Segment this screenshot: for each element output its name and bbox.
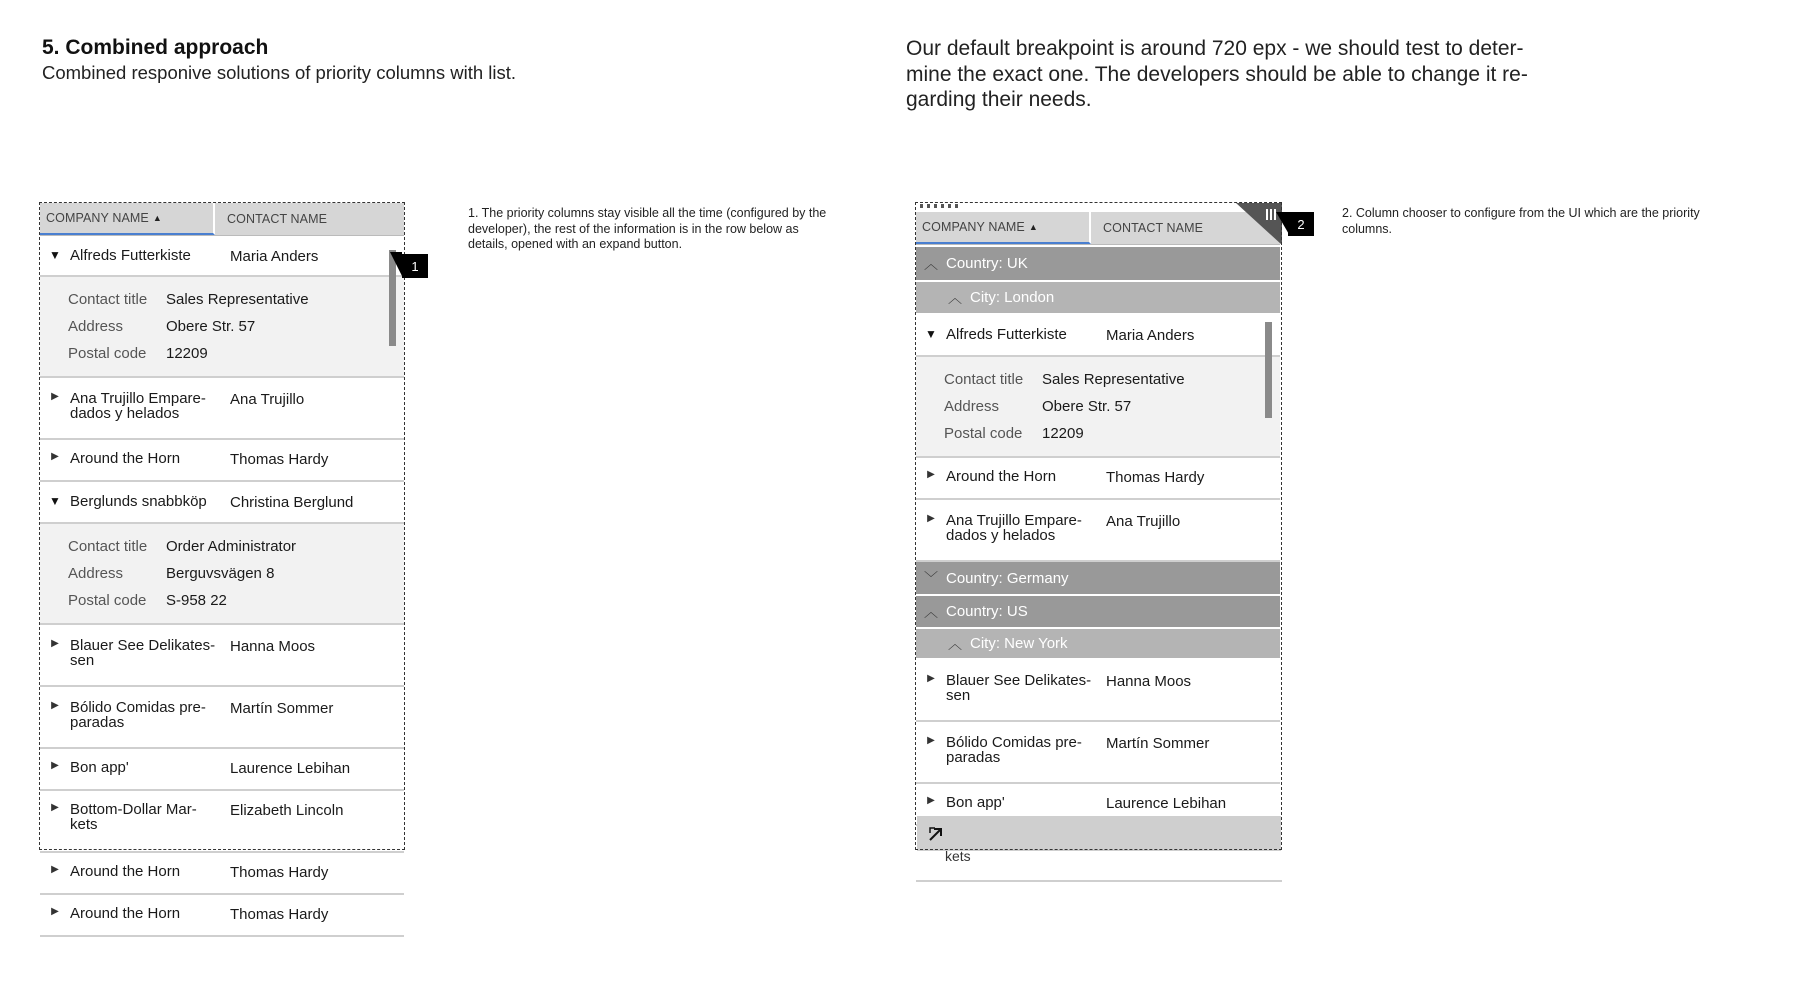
contact-name-cell: Martín Sommer <box>230 700 334 717</box>
column-header-contact-name[interactable] <box>215 203 404 235</box>
detail-value-contact-title: Order Administrator <box>166 538 297 555</box>
detail-label-postal-code: Postal code <box>68 592 147 609</box>
contact-name-cell: Laurence Lebihan <box>230 760 351 777</box>
contact-name-cell: Thomas Hardy <box>230 451 329 468</box>
table-row[interactable] <box>40 687 404 749</box>
detail-value-address: Obere Str. 57 <box>166 318 256 335</box>
detail-value-postal-code: 12209 <box>1042 425 1084 442</box>
company-name-cell <box>70 638 230 668</box>
company-name-line-1: Ana Trujillo Empare- <box>946 512 1082 529</box>
triangle-right-icon[interactable]: ▶ <box>927 735 935 746</box>
group-row-city-london[interactable] <box>916 282 1280 313</box>
group-row-city-new-york[interactable] <box>916 629 1280 658</box>
left-grid-header <box>40 203 404 236</box>
section-title: 5. Combined approach <box>42 36 269 59</box>
company-name-line-2: paradas <box>70 714 125 731</box>
detail-value-postal-code: S-958 22 <box>166 592 227 609</box>
row-details <box>916 357 1280 458</box>
contact-name-cell: Christina Berglund <box>230 494 354 511</box>
breakpoint-line-1: Our default breakpoint is around 720 epx - we should test to deter- <box>906 37 1524 60</box>
company-name-line-1: Bottom-Dollar Mar- <box>70 801 197 818</box>
callout-badge-2: 2 <box>1288 212 1314 236</box>
note1-line-3: details, opened with an expand button. <box>468 237 683 251</box>
detail-label-address: Address <box>68 318 124 335</box>
callout-badge-1: 1 <box>402 254 428 278</box>
breakpoint-description <box>906 36 1546 113</box>
company-name-line-2: sen <box>70 652 95 669</box>
company-name-cell <box>946 513 1106 543</box>
company-name-cell: Around the Horn <box>70 863 181 880</box>
chevron-up-icon[interactable]: ︿ <box>924 255 938 272</box>
contact-name-cell: Thomas Hardy <box>230 906 329 923</box>
note-priority-columns <box>468 206 868 253</box>
company-name-cell: Bon app' <box>946 794 1005 811</box>
company-name-cell: Alfreds Futterkiste <box>70 247 191 264</box>
company-name-line-2: dados y helados <box>946 527 1056 544</box>
note1-line-1: 1. The priority columns stay visible all the time (configured by the <box>468 206 827 220</box>
triangle-right-icon[interactable]: ▶ <box>51 700 59 711</box>
detail-value-contact-title: Sales Representative <box>1042 371 1185 388</box>
company-name-line-1: Bólido Comidas pre- <box>946 734 1082 751</box>
drag-handle-dots <box>920 204 960 208</box>
breakpoint-line-3: garding their needs. <box>906 88 1092 111</box>
detail-value-postal-code: 12209 <box>166 345 208 362</box>
company-name-cell: Bon app' <box>70 759 129 776</box>
chevron-up-icon[interactable]: ︿ <box>948 635 962 652</box>
row-details <box>40 277 404 378</box>
detail-label-postal-code: Postal code <box>944 425 1023 442</box>
triangle-right-icon[interactable]: ▶ <box>51 906 59 917</box>
overflow-row-text: kets <box>945 848 971 864</box>
contact-name-cell: Elizabeth Lincoln <box>230 802 344 819</box>
left-grid <box>40 203 404 928</box>
company-name-cell <box>70 802 230 832</box>
contact-name-cell: Hanna Moos <box>1106 673 1192 690</box>
column-header-contact-label: CONTACT NAME <box>1103 221 1204 235</box>
right-grid-header <box>916 212 1280 245</box>
breakpoint-line-2: mine the exact one. The developers should be able to change it re- <box>906 62 1528 86</box>
expand-arrow-icon[interactable] <box>927 825 945 843</box>
company-name-cell: Alfreds Futterkiste <box>946 326 1067 343</box>
table-row[interactable] <box>40 625 404 687</box>
company-name-cell: Berglunds snabbköp <box>70 493 207 510</box>
company-name-line-1: Blauer See Delikates- <box>70 637 216 654</box>
group-row-country-us[interactable] <box>916 596 1280 627</box>
table-row[interactable] <box>40 791 404 853</box>
contact-name-cell: Ana Trujillo <box>1106 513 1181 530</box>
triangle-right-icon[interactable]: ▶ <box>51 451 59 462</box>
company-name-cell <box>70 391 230 421</box>
company-name-line-2: dados y helados <box>70 405 180 422</box>
table-row[interactable] <box>40 749 404 791</box>
sort-ascending-icon: ▲ <box>152 213 162 223</box>
column-header-contact-label: CONTACT NAME <box>227 212 328 226</box>
group-label: Country: Germany <box>946 569 1069 587</box>
table-row[interactable] <box>916 660 1280 722</box>
note2-line-2: columns. <box>1342 221 1393 236</box>
chevron-up-icon[interactable]: ︿ <box>948 289 962 306</box>
column-header-company-label: COMPANY NAME <box>922 220 1025 234</box>
group-label: City: New York <box>970 635 1068 652</box>
chevron-down-icon[interactable]: ﹀ <box>924 570 938 586</box>
company-name-line-2: kets <box>70 816 98 833</box>
table-row[interactable] <box>40 378 404 440</box>
column-header-company-name[interactable] <box>916 212 1091 244</box>
triangle-right-icon[interactable]: ▶ <box>51 391 59 402</box>
triangle-right-icon[interactable]: ▶ <box>51 638 59 649</box>
triangle-right-icon[interactable]: ▶ <box>51 760 59 771</box>
table-row[interactable] <box>40 853 404 895</box>
company-name-cell <box>946 673 1106 703</box>
column-header-company-label: COMPANY NAME <box>46 211 149 225</box>
contact-name-cell: Thomas Hardy <box>1106 469 1205 486</box>
note1-line-2: developer), the rest of the information is in the row below as <box>468 221 799 236</box>
contact-name-cell: Hanna Moos <box>230 638 316 655</box>
detail-label-contact-title: Contact title <box>68 291 148 308</box>
sort-ascending-icon: ▲ <box>1028 222 1038 232</box>
table-row[interactable] <box>916 315 1280 357</box>
group-row-country-germany[interactable] <box>916 562 1280 594</box>
table-row[interactable] <box>916 722 1280 784</box>
detail-label-contact-title: Contact title <box>944 371 1024 388</box>
company-name-cell: Around the Horn <box>70 905 181 922</box>
note2-line-1: 2. Column chooser to configure from the UI which are the priority <box>1342 206 1700 220</box>
section-subtitle: Combined responive solutions of priority columns with list. <box>42 62 517 83</box>
company-name-line-1: Bólido Comidas pre- <box>70 699 206 716</box>
table-row[interactable] <box>40 895 404 937</box>
company-name-cell <box>946 735 1106 765</box>
group-label: Country: UK <box>946 255 1028 272</box>
company-name-cell: Around the Horn <box>946 468 1057 485</box>
vertical-scrollbar[interactable] <box>1265 322 1272 418</box>
detail-value-address: Obere Str. 57 <box>1042 398 1132 415</box>
grid-footer-bar <box>917 816 1281 851</box>
note-column-chooser <box>1342 206 1752 237</box>
triangle-right-icon[interactable]: ▶ <box>51 864 59 875</box>
detail-label-address: Address <box>944 398 1000 415</box>
detail-label-postal-code: Postal code <box>68 345 147 362</box>
company-name-cell: Around the Horn <box>70 450 181 467</box>
contact-name-cell: Maria Anders <box>1106 327 1195 344</box>
table-row[interactable] <box>916 458 1280 500</box>
chevron-up-icon[interactable]: ︿ <box>924 603 938 620</box>
company-name-line-2: paradas <box>946 749 1001 766</box>
overflow-row-divider <box>916 880 1282 882</box>
company-name-line-1: Ana Trujillo Empare- <box>70 390 206 407</box>
table-row[interactable] <box>916 500 1280 562</box>
right-grid <box>916 212 1280 912</box>
triangle-down-icon[interactable]: ▼ <box>49 494 61 508</box>
column-header-company-name[interactable] <box>40 203 215 235</box>
group-label: City: London <box>970 289 1055 306</box>
contact-name-cell: Maria Anders <box>230 248 319 265</box>
triangle-right-icon[interactable]: ▶ <box>927 513 935 524</box>
contact-name-cell: Ana Trujillo <box>230 391 305 408</box>
contact-name-cell: Thomas Hardy <box>230 864 329 881</box>
group-row-country-uk[interactable] <box>916 247 1280 280</box>
group-label: Country: US <box>946 603 1028 620</box>
triangle-right-icon[interactable]: ▶ <box>927 795 935 806</box>
detail-value-contact-title: Sales Representative <box>166 291 309 308</box>
company-name-line-1: Blauer See Delikates- <box>946 672 1092 689</box>
triangle-down-icon[interactable]: ▼ <box>49 248 61 262</box>
triangle-right-icon[interactable]: ▶ <box>927 469 935 480</box>
row-details <box>40 524 404 625</box>
detail-label-contact-title: Contact title <box>68 538 148 555</box>
detail-value-address: Berguvsvägen 8 <box>166 565 275 582</box>
contact-name-cell: Laurence Lebihan <box>1106 795 1227 812</box>
contact-name-cell: Martín Sommer <box>1106 735 1210 752</box>
table-row[interactable] <box>40 440 404 482</box>
company-name-cell <box>70 700 230 730</box>
triangle-right-icon[interactable]: ▶ <box>927 673 935 684</box>
table-row[interactable] <box>40 482 404 524</box>
triangle-right-icon[interactable]: ▶ <box>51 802 59 813</box>
table-row[interactable] <box>40 236 404 277</box>
company-name-line-2: sen <box>946 687 971 704</box>
detail-label-address: Address <box>68 565 124 582</box>
triangle-down-icon[interactable]: ▼ <box>925 327 937 341</box>
